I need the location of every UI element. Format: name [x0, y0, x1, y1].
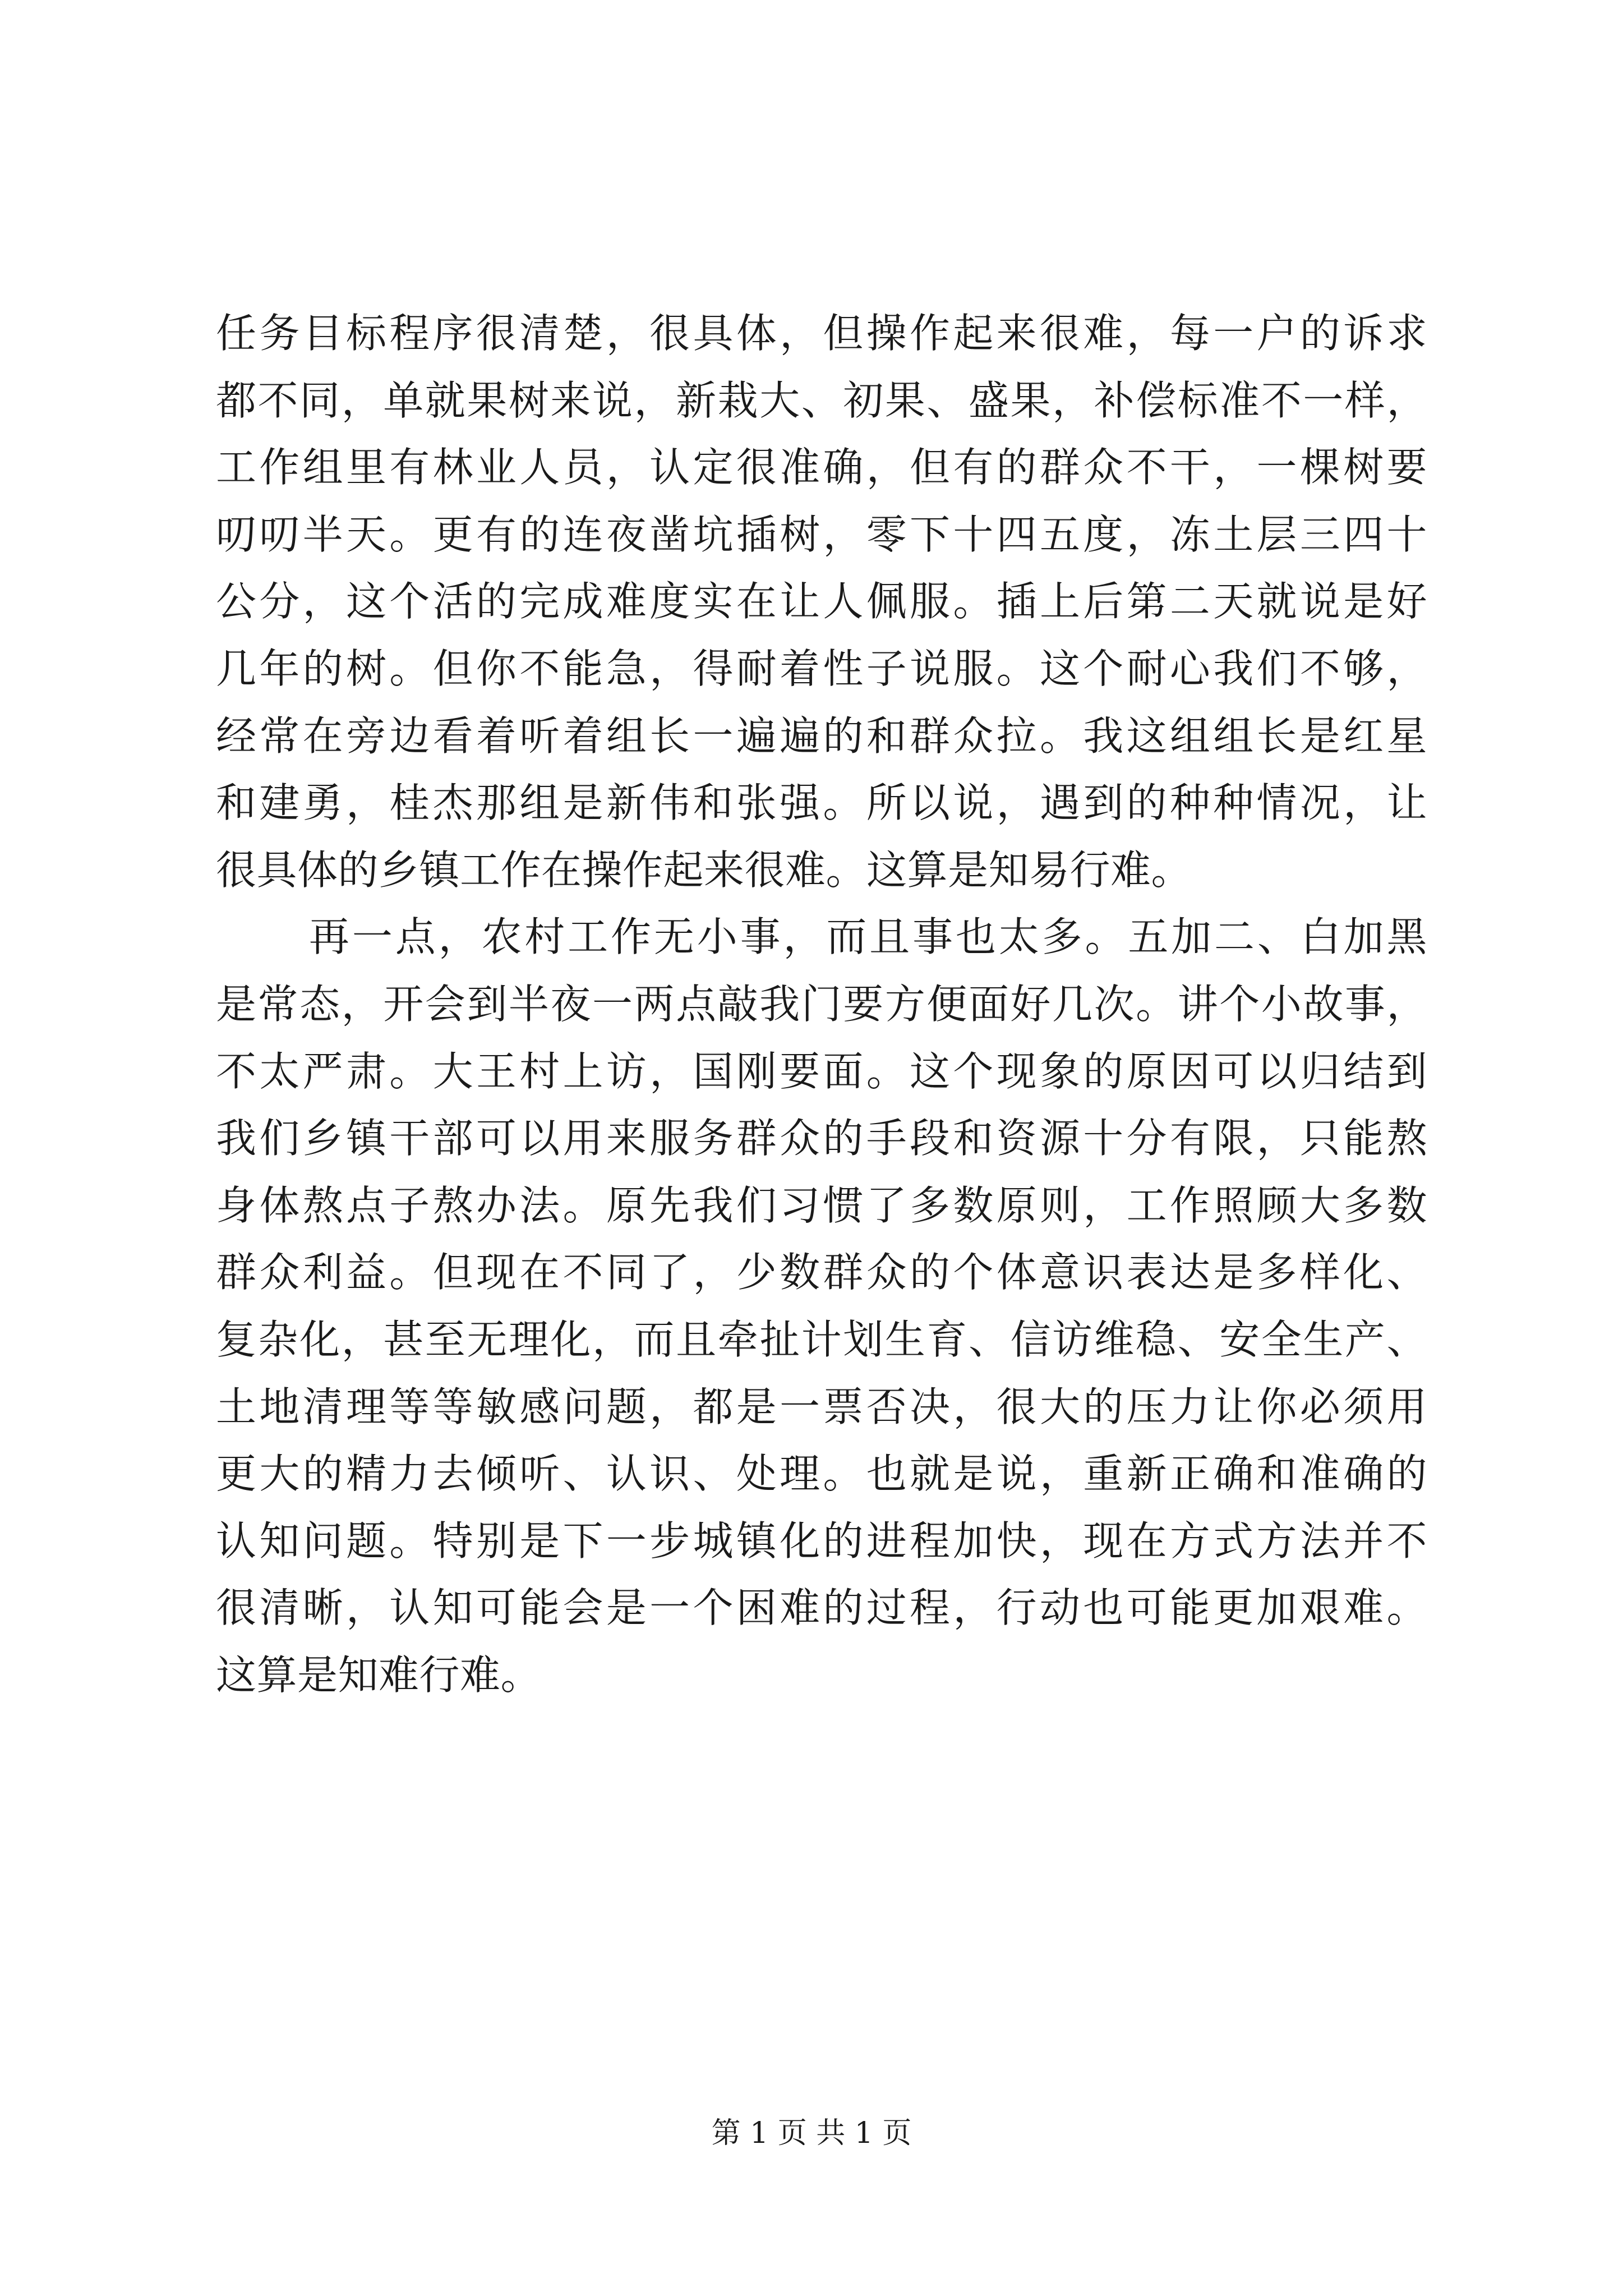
text-line: 这算是知难行难。: [216, 1651, 542, 1699]
document-body: [216, 300, 1427, 1709]
text-line: 经常在旁边看着听着组长一遍遍的和群众拉。我这组组长是红星: [216, 712, 1427, 760]
text-line: 公分，这个活的完成难度实在让人佩服。插上后第二天就说是好: [216, 578, 1427, 625]
text-line: 土地清理等等敏感问题，都是一票否决，很大的压力让你必须用: [216, 1383, 1427, 1430]
text-line: 和建勇，桂杰那组是新伟和张强。所以说，遇到的种种情况，让: [216, 779, 1427, 827]
text-line: 任务目标程序很清楚，很具体，但操作起来很难，每一户的诉求: [216, 310, 1427, 357]
text-line: 工作组里有林业人员，认定很准确，但有的群众不干，一棵树要: [216, 444, 1427, 491]
text-line: 几年的树。但你不能急，得耐着性子说服。这个耐心我们不够，: [216, 645, 1427, 692]
page-footer: 第 1 页 共 1 页: [711, 2116, 912, 2150]
text-line: 我们乡镇干部可以用来服务群众的手段和资源十分有限，只能熬: [216, 1115, 1427, 1162]
text-line: 认知问题。特别是下一步城镇化的进程加快，现在方式方法并不: [216, 1517, 1427, 1565]
text-line: 很具体的乡镇工作在操作起来很难。这算是知易行难。: [216, 846, 1192, 894]
text-line: 是常态，开会到半夜一两点敲我门要方便面好几次。讲个小故事，: [216, 980, 1427, 1028]
paragraph-first-line: 再一点，农村工作无小事，而且事也太多。五加二、白加黑: [309, 913, 1427, 961]
text-line: 群众利益。但现在不同了，少数群众的个体意识表达是多样化、: [216, 1249, 1427, 1296]
text-line: 都不同，单就果树来说，新栽大、初果、盛果，补偿标准不一样，: [216, 376, 1427, 424]
text-line: 更大的精力去倾听、认识、处理。也就是说，重新正确和准确的: [216, 1450, 1427, 1498]
text-line: 叨叨半天。更有的连夜凿坑插树，零下十四五度，冻土层三四十: [216, 510, 1427, 558]
text-line: 身体熬点子熬办法。原先我们习惯了多数原则，工作照顾大多数: [216, 1181, 1427, 1229]
text-line: 复杂化，甚至无理化，而且牵扯计划生育、信访维稳、安全生产、: [216, 1315, 1427, 1363]
text-line: 不太严肃。大王村上访，国刚要面。这个现象的原因可以归结到: [216, 1047, 1427, 1095]
text-line: 很清晰，认知可能会是一个困难的过程，行动也可能更加艰难。: [216, 1584, 1427, 1632]
